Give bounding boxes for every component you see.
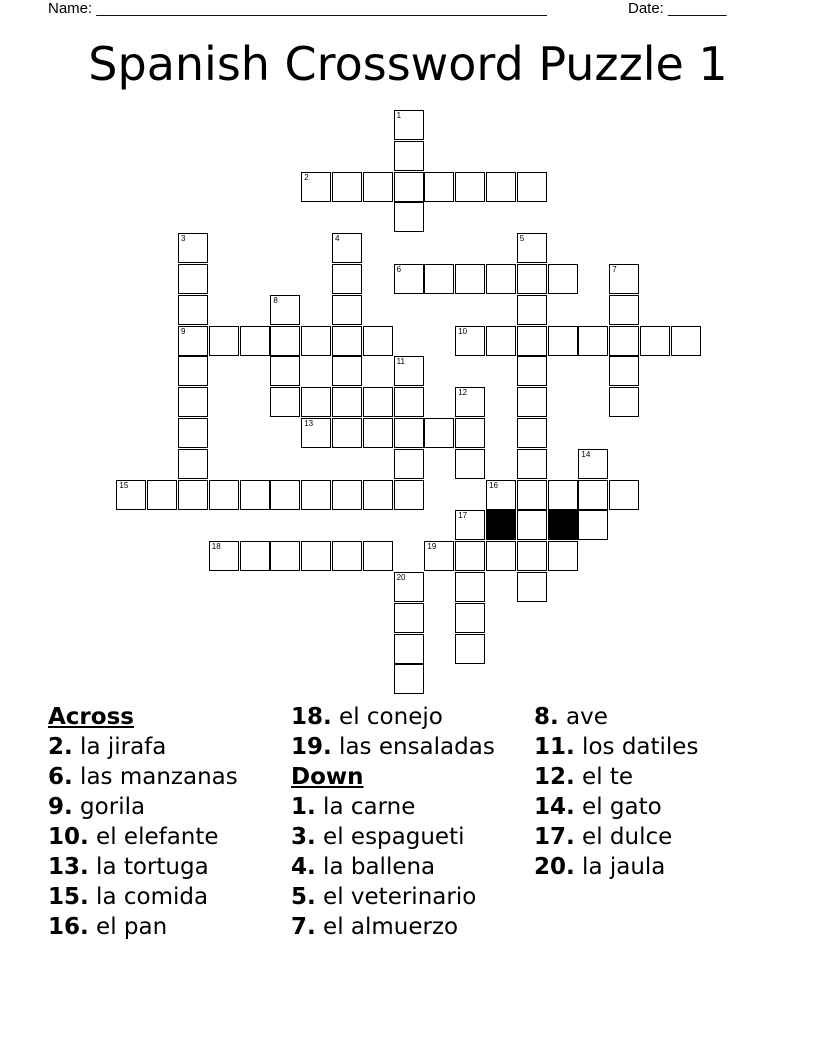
clue-number: 20	[396, 572, 406, 582]
clue-item-text: la comida	[88, 884, 209, 910]
clue-item	[534, 822, 698, 852]
clue-item	[291, 852, 495, 882]
crossword-cell[interactable]	[178, 233, 208, 263]
clue-item	[291, 792, 495, 822]
clue-number: 10	[458, 326, 468, 336]
clue-item-number: 17.	[534, 824, 575, 850]
clue-number: 9	[181, 326, 186, 336]
crossword-cell[interactable]	[455, 634, 485, 664]
crossword-cell[interactable]	[455, 172, 485, 202]
crossword-cell[interactable]	[363, 326, 393, 356]
clue-item-number: 2.	[48, 734, 73, 760]
page-title: Spanish Crossword Puzzle 1	[88, 37, 728, 91]
clue-item-number: 15.	[48, 884, 89, 910]
crossword-cell[interactable]	[609, 264, 639, 294]
crossword-cell[interactable]	[178, 418, 208, 448]
clue-item	[534, 762, 698, 792]
crossword-cell[interactable]	[209, 326, 239, 356]
crossword-cell[interactable]	[394, 110, 424, 140]
clue-item-number: 20.	[534, 854, 575, 880]
crossword-cell[interactable]	[517, 387, 547, 417]
clue-item-text: el almuerzo	[315, 914, 459, 940]
clue-number: 4	[335, 234, 340, 244]
crossword-cell[interactable]	[116, 480, 146, 510]
clue-number: 16	[489, 480, 498, 490]
clue-heading: Across	[48, 704, 134, 730]
crossword-cell[interactable]	[455, 541, 485, 571]
clue-item	[534, 792, 698, 822]
crossword-cell[interactable]	[486, 264, 516, 294]
crossword-cell[interactable]	[332, 480, 362, 510]
clue-item-number: 12.	[534, 764, 575, 790]
clue-item-text: el pan	[88, 914, 168, 940]
clue-number: 1	[396, 110, 402, 120]
crossword-cell[interactable]	[178, 449, 208, 479]
crossword-cell[interactable]	[424, 264, 454, 294]
clue-item-text: ave	[558, 704, 608, 730]
crossword-cell[interactable]	[517, 572, 547, 602]
clue-number: 2	[304, 172, 309, 182]
crossword-cell[interactable]	[394, 356, 424, 386]
clue-heading: Down	[291, 764, 364, 790]
crossword-cell[interactable]	[301, 480, 331, 510]
crossword-cell[interactable]	[178, 264, 208, 294]
clue-number: 5	[519, 234, 525, 244]
clue-item-text: el conejo	[331, 704, 443, 730]
crossword-cell[interactable]	[548, 480, 578, 510]
clue-item-number: 7.	[291, 914, 316, 940]
clue-item-number: 1.	[291, 794, 316, 820]
clue-number: 12	[458, 388, 468, 398]
crossword-cell[interactable]	[517, 326, 547, 356]
crossword-cell[interactable]	[455, 418, 485, 448]
clue-item-number: 9.	[48, 794, 73, 820]
crossword-cell[interactable]	[394, 141, 424, 171]
crossword-cell[interactable]	[517, 264, 547, 294]
clue-item	[48, 852, 238, 882]
clue-item	[291, 702, 495, 732]
clue-item-text: la ballena	[315, 854, 436, 880]
clue-item-number: 19.	[291, 734, 332, 760]
clue-item-text: la carne	[315, 794, 416, 820]
clue-item-number: 18.	[291, 704, 332, 730]
clue-item-number: 8.	[534, 704, 559, 730]
crossword-cell[interactable]	[301, 541, 331, 571]
crossword-cell[interactable]	[578, 480, 608, 510]
clue-item	[291, 822, 495, 852]
crossword-cell[interactable]	[548, 541, 578, 571]
clue-item-number: 6.	[48, 764, 73, 790]
clue-number: 14	[581, 449, 591, 459]
date-field-label: Date: _______	[628, 0, 727, 17]
crossword-cell[interactable]	[394, 572, 424, 602]
crossword-cell[interactable]	[332, 541, 362, 571]
crossword-cell[interactable]	[455, 572, 485, 602]
black-cell	[486, 510, 516, 540]
crossword-cell[interactable]	[424, 418, 454, 448]
clue-item-text: el dulce	[574, 824, 673, 850]
clue-item-number: 14.	[534, 794, 575, 820]
crossword-cell[interactable]	[332, 326, 362, 356]
clue-item-text: las manzanas	[72, 764, 238, 790]
crossword-cell[interactable]	[548, 264, 578, 294]
clue-item	[48, 762, 238, 792]
clue-item-text: el gato	[574, 794, 662, 820]
crossword-cell[interactable]	[178, 326, 208, 356]
clue-item-number: 16.	[48, 914, 89, 940]
clue-number: 7	[612, 264, 617, 274]
clue-item-text: los datiles	[574, 734, 699, 760]
clue-item	[291, 732, 495, 762]
crossword-cell[interactable]	[332, 295, 362, 325]
crossword-cell[interactable]	[578, 449, 608, 479]
clue-item-text: gorila	[72, 794, 146, 820]
crossword-cell[interactable]	[671, 326, 701, 356]
crossword-cell[interactable]	[270, 541, 300, 571]
clue-number: 13	[304, 418, 314, 428]
black-cell	[548, 510, 578, 540]
crossword-cell[interactable]	[147, 480, 177, 510]
crossword-cell[interactable]	[270, 326, 300, 356]
clue-item-number: 4.	[291, 854, 316, 880]
clue-item	[48, 732, 238, 762]
crossword-cell[interactable]	[178, 387, 208, 417]
crossword-cell[interactable]	[301, 418, 331, 448]
clue-item-number: 10.	[48, 824, 89, 850]
crossword-cell[interactable]	[270, 295, 300, 325]
crossword-cell[interactable]	[301, 387, 331, 417]
crossword-cell[interactable]	[424, 172, 454, 202]
clue-item-text: el veterinario	[315, 884, 477, 910]
clue-item	[48, 912, 238, 942]
crossword-cell[interactable]	[455, 387, 485, 417]
crossword-cell[interactable]	[548, 326, 578, 356]
crossword-cell[interactable]	[517, 510, 547, 540]
crossword-cell[interactable]	[301, 172, 331, 202]
crossword-cell[interactable]	[363, 480, 393, 510]
crossword-cell[interactable]	[455, 449, 485, 479]
clue-number: 3	[181, 234, 186, 244]
clue-column-2	[291, 702, 495, 942]
clue-number: 6	[396, 264, 402, 274]
clue-item	[534, 702, 698, 732]
clue-item-text: las ensaladas	[331, 734, 495, 760]
clue-number: 8	[273, 295, 278, 305]
crossword-cell[interactable]	[332, 264, 362, 294]
crossword-cell[interactable]	[486, 480, 516, 510]
crossword-cell[interactable]	[240, 480, 270, 510]
crossword-cell[interactable]	[517, 172, 547, 202]
clue-item-text: la jirafa	[72, 734, 167, 760]
crossword-cell[interactable]	[455, 264, 485, 294]
crossword-cell[interactable]	[517, 449, 547, 479]
crossword-cell[interactable]	[609, 326, 639, 356]
crossword-cell[interactable]	[178, 295, 208, 325]
crossword-cell[interactable]	[517, 480, 547, 510]
crossword-cell[interactable]	[270, 480, 300, 510]
clue-item	[48, 882, 238, 912]
clue-item-text: el espagueti	[315, 824, 465, 850]
clue-item-number: 11.	[534, 734, 575, 760]
crossword-cell[interactable]	[517, 356, 547, 386]
crossword-cell[interactable]	[332, 233, 362, 263]
crossword-cell[interactable]	[270, 387, 300, 417]
crossword-cell[interactable]	[332, 418, 362, 448]
crossword-cell[interactable]	[455, 510, 485, 540]
clue-item	[48, 792, 238, 822]
crossword-cell[interactable]	[178, 356, 208, 386]
crossword-cell[interactable]	[609, 356, 639, 386]
crossword-cell[interactable]	[301, 326, 331, 356]
crossword-cell[interactable]	[424, 541, 454, 571]
crossword-cell[interactable]	[609, 480, 639, 510]
clue-item	[534, 732, 698, 762]
crossword-cell[interactable]	[363, 418, 393, 448]
crossword-cell[interactable]	[394, 418, 424, 448]
clue-item	[48, 822, 238, 852]
crossword-cell[interactable]	[363, 387, 393, 417]
clue-number: 18	[211, 542, 221, 552]
clue-column-3	[534, 702, 698, 882]
clue-number: 19	[427, 542, 437, 552]
crossword-cell[interactable]	[486, 326, 516, 356]
crossword-cell[interactable]	[394, 480, 424, 510]
clue-item-text: el te	[574, 764, 634, 790]
crossword-cell[interactable]	[517, 233, 547, 263]
clue-item	[291, 912, 495, 942]
clue-number: 17	[458, 511, 468, 521]
crossword-cell[interactable]	[517, 541, 547, 571]
crossword-cell[interactable]	[394, 449, 424, 479]
crossword-cell[interactable]	[394, 634, 424, 664]
crossword-cell[interactable]	[240, 326, 270, 356]
crossword-cell[interactable]	[332, 387, 362, 417]
crossword-cell[interactable]	[578, 510, 608, 540]
crossword-cell[interactable]	[394, 664, 424, 694]
crossword-cell[interactable]	[363, 172, 393, 202]
crossword-cell[interactable]	[640, 326, 670, 356]
crossword-cell[interactable]	[455, 326, 485, 356]
clue-item-text: el elefante	[88, 824, 219, 850]
crossword-cell[interactable]	[394, 387, 424, 417]
clue-item-text: la jaula	[574, 854, 666, 880]
crossword-cell[interactable]	[578, 326, 608, 356]
clue-number: 11	[396, 357, 405, 367]
crossword-cell[interactable]	[486, 172, 516, 202]
clue-number: 15	[119, 480, 129, 490]
name-field-label: Name: ______________________________________________________	[48, 0, 547, 17]
crossword-cell[interactable]	[486, 541, 516, 571]
crossword-cell[interactable]	[240, 541, 270, 571]
clue-item-number: 3.	[291, 824, 316, 850]
crossword-cell[interactable]	[363, 541, 393, 571]
crossword-cell[interactable]	[209, 480, 239, 510]
crossword-cell[interactable]	[517, 418, 547, 448]
clue-item-number: 5.	[291, 884, 316, 910]
crossword-cell[interactable]	[332, 172, 362, 202]
clue-item	[534, 852, 698, 882]
clue-item	[291, 882, 495, 912]
crossword-cell[interactable]	[455, 603, 485, 633]
crossword-cell[interactable]	[609, 295, 639, 325]
clue-item-number: 13.	[48, 854, 89, 880]
crossword-cell[interactable]	[178, 480, 208, 510]
crossword-cell[interactable]	[394, 172, 424, 202]
crossword-cell[interactable]	[394, 603, 424, 633]
crossword-cell[interactable]	[270, 356, 300, 386]
crossword-cell[interactable]	[394, 264, 424, 294]
crossword-cell[interactable]	[332, 356, 362, 386]
crossword-cell[interactable]	[609, 387, 639, 417]
clue-item-text: la tortuga	[88, 854, 209, 880]
crossword-cell[interactable]	[209, 541, 239, 571]
crossword-cell[interactable]	[394, 202, 424, 232]
clue-column-1	[48, 702, 238, 942]
crossword-cell[interactable]	[517, 295, 547, 325]
